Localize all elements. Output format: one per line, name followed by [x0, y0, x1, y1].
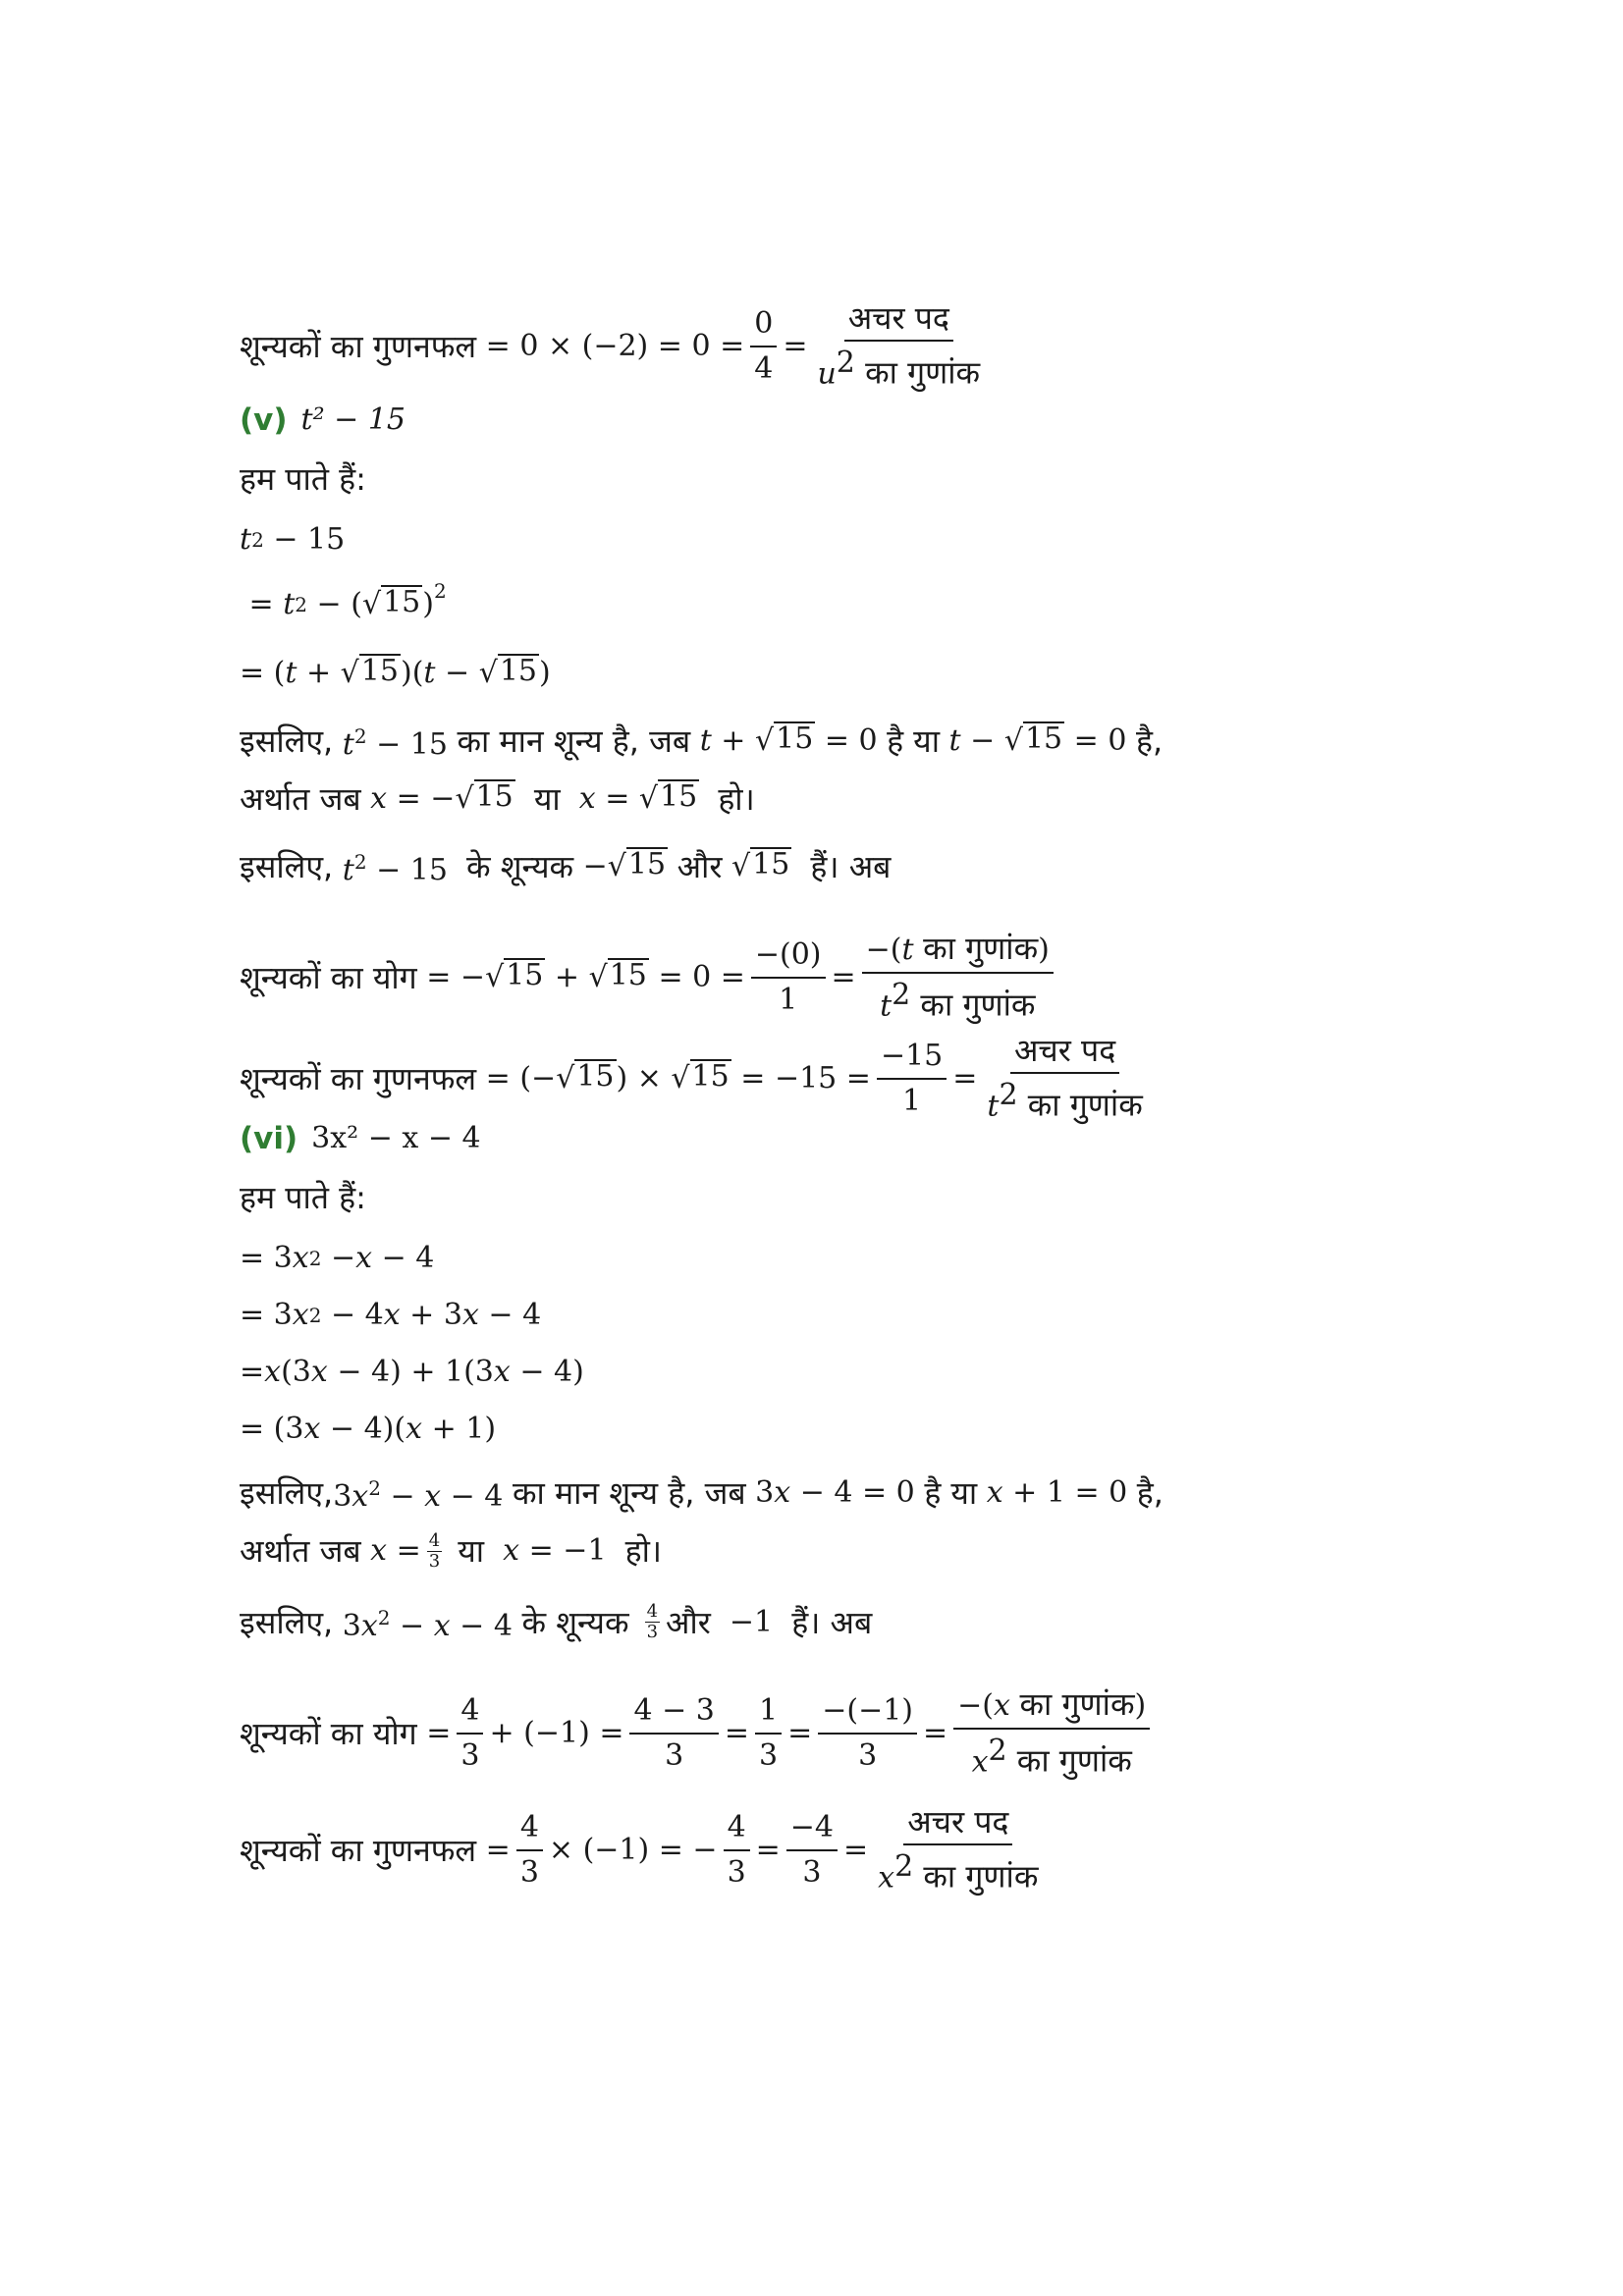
text-label: इसलिए, [240, 1603, 334, 1641]
text-label: या [913, 721, 940, 760]
fraction: $\frac{\text{−(t का गुणांक)}}{t^2 का गुणांक}$ [862, 931, 1054, 1025]
part-v-heading [240, 400, 406, 440]
step-vi-3: = x (3 x − 4) + 1(3 x − 4) [240, 1355, 584, 1389]
fraction: $\frac{\text{अचर पद}}{x^2 का गुणांक}$ [878, 1803, 1039, 1896]
fraction: $\frac{4}{3}$ [428, 1529, 441, 1572]
text-label: शून्यकों का गुणनफल [240, 1059, 477, 1097]
polynomial: 3x² − x − 4 [311, 1121, 481, 1155]
text-label: इसलिए, [240, 721, 334, 760]
fraction: $\frac{-(0)}{1}$ [751, 937, 826, 1018]
step-vi-1: = 3 x 2 − x − 4 [240, 1241, 435, 1275]
fraction: $\frac{4}{3}$ [646, 1601, 659, 1642]
i-e-v: अर्थात जब x = − √ 15 या x = √ 15 हो। [240, 779, 755, 818]
fraction: $\frac{\text{अचर पद}}{u^2 का गुणांक}$ [817, 299, 981, 392]
fraction: $\frac{4}{3}$ [516, 1810, 543, 1891]
step-v-3: = ( t + √ 15 )( t − √ 15 ) [240, 654, 551, 690]
text-label: शून्यकों का गुणनफल [240, 327, 477, 365]
text-label: या [533, 780, 561, 818]
step-v-1: t 2 − 15 [240, 522, 346, 557]
constant-term-label: अचर पद [903, 1804, 1012, 1845]
zeros-vi: इसलिए, $3x^2 - x - 4$ के शून्यक $\frac{4}{3}$ और −1 हैं। अब [240, 1601, 873, 1643]
fraction: $\frac{4}{3}$ [724, 1810, 750, 1891]
fraction: $\frac{-15}{1}$ [877, 1039, 947, 1119]
fraction: $\frac{4 - 3}{3}$ [629, 1693, 718, 1774]
text-label: और [666, 1603, 711, 1641]
product-of-zeros-v: शून्यकों का गुणनफल = (− √ 15 ) × √ 15 = −15 = $\frac{-15}{1}$ = $\frac{\text{अचर पद}}{t^2 का गुणांक}$ [240, 1033, 1153, 1125]
i-e-vi: अर्थात जब x = $\frac{4}{3}$ या x = −1 हो। [240, 1529, 663, 1572]
sum-of-zeros-vi: शून्यकों का योग = $\frac{4}{3}$ + (−1) = $\frac{4 - 3}{3}$ = $\frac{1}{3}$ = $\frac{-(-1)}{3}$ = $\frac{\text{−(x का गुणांक)}}{x^2 का गुणांक}$ [240, 1686, 1156, 1781]
constant-term-label: अचर पद [1010, 1033, 1119, 1074]
sum-of-zeros-v: शून्यकों का योग = − √ 15 + √ 15 = 0 = $\frac{-(0)}{1}$ = $\frac{\text{−(t का गुणांक)}}{t^2 का गुणांक}$ [240, 931, 1059, 1025]
coefficient-label: का गुणांक [920, 986, 1036, 1024]
fraction: $\frac{-(-1)}{3}$ [818, 1693, 917, 1774]
text-label: इसलिए, [240, 847, 334, 885]
coefficient-label: का गुणांक [1019, 1685, 1135, 1723]
fraction: $\frac{0}{4}$ [750, 306, 777, 387]
text-label: शून्यकों का योग [240, 1714, 417, 1752]
fraction: $\frac{\text{−(x का गुणांक)}}{x^2 का गुणांक}$ [953, 1686, 1150, 1781]
text-label: और [676, 847, 723, 885]
constant-term-label: अचर पद [844, 300, 953, 342]
text-label: का मान शून्य है, जब [512, 1473, 746, 1512]
step-vi-2: = 3 x 2 − 4 x + 3 x − 4 [240, 1298, 542, 1332]
text-label: है [887, 721, 904, 760]
step-vi-4: = (3 x − 4)( x + 1) [240, 1412, 497, 1446]
text-label: हो। [718, 780, 755, 818]
text-label: हम पाते हैं: [240, 1179, 366, 1216]
text-label: हम पाते हैं: [240, 460, 366, 498]
text-label: के शून्यक [521, 1603, 629, 1641]
zero-condition-v: इसलिए, $t^2 - 15$ का मान शून्य है, जब t + √ 15 = 0 है या t − √ 15 = 0 है , [240, 721, 1163, 762]
fraction: $\frac{\text{अचर पद}}{t^2 का गुणांक}$ [987, 1032, 1143, 1124]
section-number: (v) [240, 402, 288, 438]
fraction: $\frac{4}{3}$ [457, 1693, 483, 1774]
text-label: हैं। अब [810, 847, 892, 885]
coefficient-label: का गुणांक [1027, 1086, 1143, 1124]
coefficient-label: का गुणांक [865, 353, 981, 392]
step-v-2: = t 2 − ( √ 15 ) $^2$ [240, 579, 447, 621]
polynomial: t² − 15 [300, 402, 406, 437]
fraction: $\frac{1}{3}$ [755, 1693, 782, 1774]
product-of-zeros-vi: शून्यकों का गुणनफल = $\frac{4}{3}$ × (−1) = − $\frac{4}{3}$ = $\frac{-4}{3}$ = $\frac{\text{अचर पद}}{x^2 का गुणांक}$ [240, 1804, 1048, 1896]
fraction: $\frac{-4}{3}$ [786, 1810, 838, 1891]
text-label: है [924, 1473, 942, 1512]
part-vi-heading [240, 1119, 481, 1158]
coefficient-label: का गुणांक [923, 930, 1039, 967]
coefficient-label: का गुणांक [923, 1857, 1039, 1896]
text-label: हो। [624, 1532, 663, 1570]
text-label: शून्यकों का योग [240, 958, 417, 996]
zeros-v: इसलिए, $t^2 - 15$ के शून्यक − √ 15 और √ 15 हैं। अब [240, 846, 892, 887]
product-of-zeros-iv: शून्यकों का गुणनफल = 0 × (−2) = 0 = $\frac{0}{4}$ = $\frac{\text{अचर पद}}{u^2 का गुणांक}$ [240, 300, 990, 393]
coefficient-label: का गुणांक [1016, 1741, 1132, 1780]
text-label: हैं। अब [791, 1603, 873, 1641]
text-label: के शून्यक [466, 847, 574, 885]
text-label: शून्यकों का गुणनफल [240, 1831, 477, 1869]
text-label: अर्थात जब [240, 780, 361, 818]
text-label: है [1135, 721, 1153, 760]
text-label: इसलिए, [240, 1473, 334, 1512]
text-label: या [458, 1532, 485, 1570]
text-label: का मान शून्य है, जब [457, 721, 691, 760]
we-get-vi [240, 1178, 366, 1217]
text-label: या [950, 1473, 978, 1512]
text-label: अर्थात जब [240, 1532, 361, 1570]
text-label: है [1136, 1473, 1154, 1512]
we-get-v [240, 459, 366, 499]
section-number: (vi) [240, 1121, 298, 1156]
zero-condition-vi: इसलिए, $3x^2 - x - 4$ का मान शून्य है, जब 3x − 4 = 0 है या x + 1 = 0 है , [240, 1473, 1163, 1514]
